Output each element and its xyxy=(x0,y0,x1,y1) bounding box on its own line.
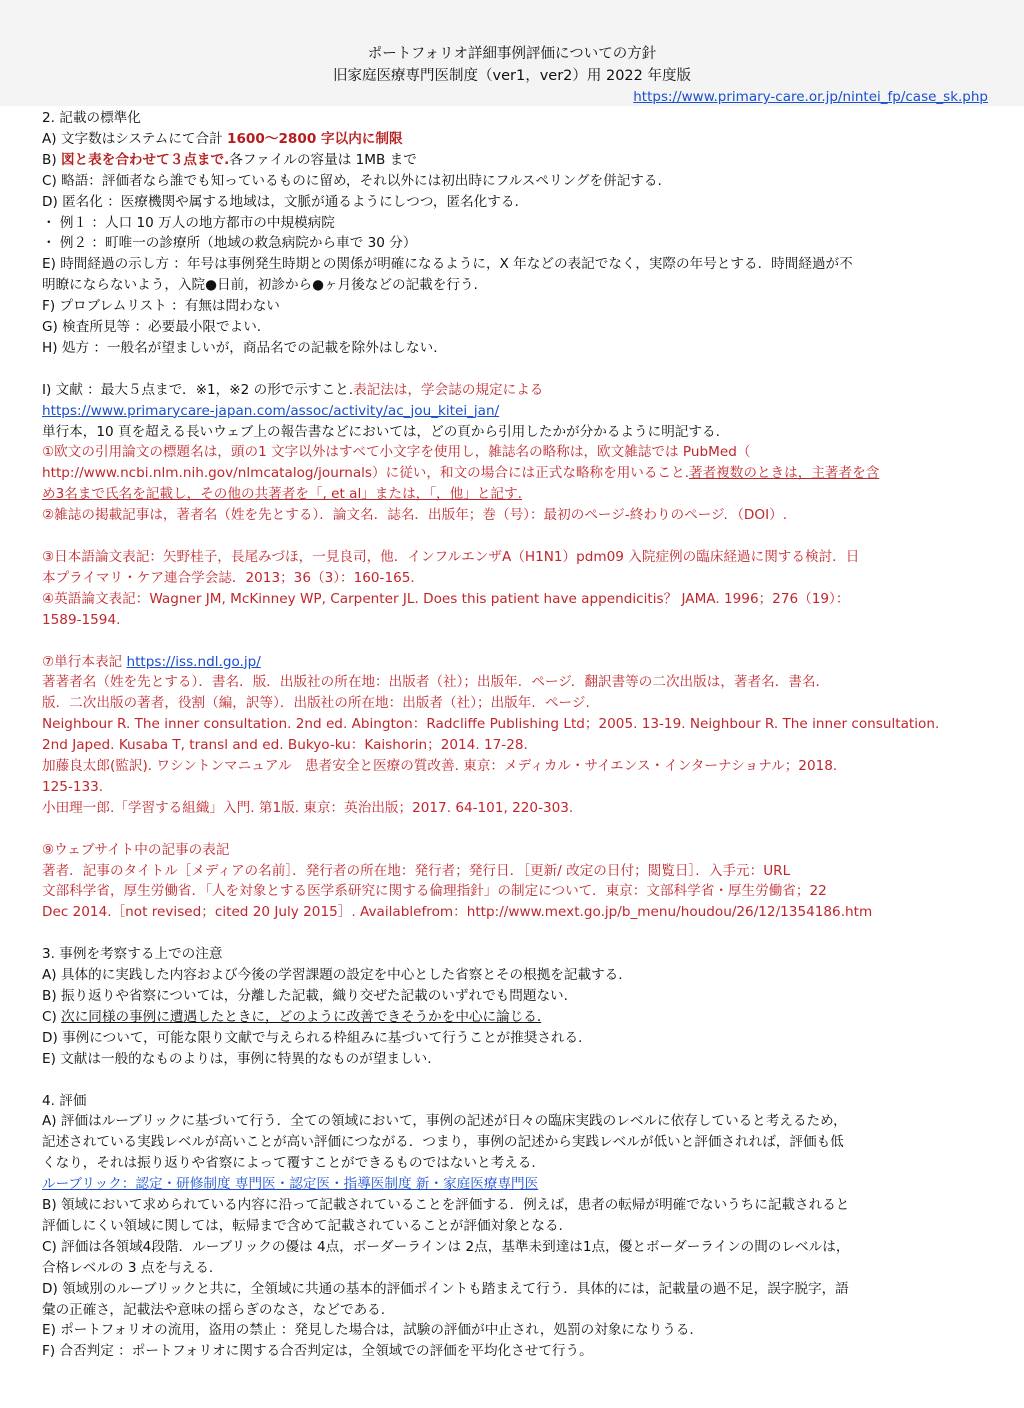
example-1: ・ 例１ ：人口 10 万人の地方都市の中規模病院 xyxy=(42,214,335,231)
eval-d-line1: D) 領域別のルーブリックと共に，全領域に共通の基本的評価ポイントも踏まえて行う．具体的には，記載量の過不足，誤字脱字，語 xyxy=(42,1280,849,1297)
rule-d: D) 匿名化 ：医療機関や属する地域は，文脈が通るようにしつつ，匿名化する. xyxy=(42,193,519,210)
eval-c-line2: 合格レベルの 3 点を与える. xyxy=(42,1259,214,1276)
eval-a-line3: くなり，それは振り返りや省察によって覆すことができるものではないと考える. xyxy=(42,1155,536,1172)
rule-h: H) 処方 ：一般名が望ましいが，商品名での記載を除外はしない. xyxy=(42,339,438,356)
spacer xyxy=(42,526,986,547)
rule-f: F) プロブレムリスト ：有無は問わない xyxy=(42,298,280,315)
eval-e: E) ポートフォリオの流用，盗用の禁止 ：発見した場合は，試験の評価が中止され，処罰の対象になりうる. xyxy=(42,1322,694,1339)
section-3-heading: 3. 事例を考察する上での注意 xyxy=(42,946,223,963)
note-d: D) 事例について，可能な限り文献で与えられる枠組みに基づいて行うことが推奨される. xyxy=(42,1029,583,1046)
ref-example-9-line1: 著者．記事のタイトル［メディアの名前］．発行者の所在地：発行者；発行日．［更新/ 改定の日付；閲覧日］．入手元：URL xyxy=(42,862,791,879)
rule-i-note: 表記法は，学会誌の規定による xyxy=(353,381,544,398)
section-4-heading: 4. 評価 xyxy=(42,1092,87,1109)
single-book-note: 単行本，10 頁を超える長いウェブ上の報告書などにおいては，どの頁から引用したかが分かるように明記する. xyxy=(42,423,720,440)
source-link[interactable]: https://www.primary-care.or.jp/nintei_fp/case_sk.php xyxy=(633,89,988,105)
eval-b-line1: B) 領域において求められている内容に沿って記載されていることを評価する．例えば，患者の転帰が明確でないうちに記載されると xyxy=(42,1197,850,1214)
ref-example-3-line1: ③日本語論文表記：矢野桂子，長尾みづほ，一見良司，他．インフルエンザA（H1N1）pdm09 入院症例の臨床経過に関する検討．日 xyxy=(42,549,860,565)
ref-rule-1-line1: ①欧文の引用論文の標題名は，頭の1 文字以外はすべて小文字を使用し，雑誌名の略称は，欧文雑誌では PubMed（ xyxy=(42,444,751,461)
ref-rule-1-line3: め3名まで氏名を記載し，その他の共著者を「, et al」または，「，他」と記す. xyxy=(42,486,522,503)
ref-rule-2: ②雑誌の掲載記事は，著者名（姓を先とする）．論文名．誌名．出版年；巻（号）：最初のページ-終わりのページ．（DOI）. xyxy=(42,507,788,524)
ref-example-4-line1: ④英語論文表記：Wagner JM, McKinney WP, Carpenter JL. Does this patient have appendicitis？ JAMA. 1996；276（19）： xyxy=(42,590,850,607)
ref-rule-1-text: http://www.ncbi.nlm.nih.gov/nlmcatalog/journals）に従い，和文の場合には正式な略称を用いること. xyxy=(42,465,689,482)
eval-a-line2: 記述されている実践レベルが高いことが高い評価につながる．つまり，事例の記述から実践レベルが低いと評価されれば，評価も低 xyxy=(42,1134,844,1151)
ref-example-7-line7: 小田理一郎.「学習する組織」入門. 第1版. 東京：英治出版；2017. 64-101, 220-303. xyxy=(42,799,574,816)
note-c-text: 次に同様の事例に遭遇したときに，どのように改善できそうかを中心に論じる. xyxy=(61,1008,542,1025)
section-2-heading: 2. 記載の標準化 xyxy=(42,110,141,126)
ref-example-7-line6: 125-133. xyxy=(42,778,104,795)
ref-example-7-line3: Neighbour R. The inner consultation. 2nd ed. Abington：Radcliffe Publishing Ltd；2005. 13-19. Neighbour R. The inner consultation. xyxy=(42,716,940,733)
rule-b-text: 各ファイルの容量は 1MB まで xyxy=(229,151,417,168)
ref-example-9-line2: 文部科学省，厚生労働省．「人を対象とする医学系研究に関する倫理指針」の制定について．東京：文部科学省・厚生労働省；22 xyxy=(42,883,827,900)
spacer xyxy=(42,819,986,840)
eval-b-line2: 評価しにくい領域に関しては，転帰まで含めて記載されていることが評価対象となる. xyxy=(42,1217,563,1234)
eval-a-line1: A) 評価はルーブリックに基づいて行う．全ての領域において，事例の記述が日々の臨床実践のレベルに依存していると考えるため， xyxy=(42,1113,847,1130)
rule-i-text: I) 文献 ：最大５点まで．※1，※2 の形で示すこと. xyxy=(42,381,354,398)
doc-subtitle: 旧家庭医療専門医制度（ver1，ver2）用 2022 年度版 xyxy=(333,68,691,84)
rule-b-limit: 図と表を合わせて３点まで. xyxy=(60,151,230,168)
note-b: B) 振り返りや省察については，分離した記載，織り交ぜた記載のいずれでも問題ない. xyxy=(42,987,568,1004)
rule-b xyxy=(42,150,986,171)
spacer xyxy=(42,631,986,652)
ref-example-7-heading xyxy=(42,652,986,673)
document-body xyxy=(42,108,986,1362)
ref-example-7-line2: 版．二次出版の著者，役割（編，訳等）．出版社の所在地：出版者（社）；出版年．ページ. xyxy=(42,695,590,712)
eval-d-line2: 彙の正確さ，記載法や意味の揺らぎのなさ，などである. xyxy=(42,1301,386,1318)
note-e: E) 文献は一般的なものよりは，事例に特異的なものが望ましい. xyxy=(42,1050,432,1067)
ref-example-7-label: ⑦単行本表記 xyxy=(42,653,127,670)
note-a: A) 具体的に実践した内容および今後の学習課題の設定を中心とした省察とその根拠を記載する. xyxy=(42,967,623,984)
journal-rules-link[interactable]: https://www.primarycare-japan.com/assoc/activity/ac_jou_kitei_jan/ xyxy=(42,402,500,419)
rule-b-prefix: B) xyxy=(42,151,61,168)
ref-rule-1-authors: 著者複数のときは，主著者を含 xyxy=(688,465,880,482)
ndl-link[interactable]: https://iss.ndl.go.jp/ xyxy=(126,653,261,670)
eval-c-line1: C) 評価は各領域4段階．ルーブリックの優は 4点，ボーダーラインは 2点，基準未到達は1点，優とボーダーラインの間のレベルは， xyxy=(42,1238,850,1255)
doc-title: ポートフォリオ詳細事例評価についての方針 xyxy=(367,46,657,62)
ref-example-3-line2: 本プライマリ・ケア連合学会誌．2013；36（3）：160-165. xyxy=(42,569,415,586)
spacer xyxy=(42,359,986,380)
rule-c: C) 略語：評価者なら誰でも知っているものに留め，それ以外には初出時にフルスペリングを併記する. xyxy=(42,172,662,189)
spacer xyxy=(42,1070,986,1091)
example-2: ・ 例２ ：町唯一の診療所（地域の救急病院から車で 30 分） xyxy=(42,235,417,252)
ref-example-7-line4: 2nd Japed. Kusaba T, transl and ed. Bukyo-ku：Kaishorin；2014. 17-28. xyxy=(42,737,528,754)
ref-example-4-line2: 1589-1594. xyxy=(42,611,121,628)
spacer xyxy=(42,923,986,944)
rule-a-limit: 1600〜2800 字以内に制限 xyxy=(227,130,403,147)
note-c xyxy=(42,1007,986,1028)
rule-a xyxy=(42,129,986,150)
eval-f: F) 合否判定 ：ポートフォリオに関する合否判定は，全領域での評価を平均化させて行う。 xyxy=(42,1343,593,1360)
ref-example-7-line1: 著著者名（姓を先とする）．書名．版．出版社の所在地：出版者（社）；出版年．ページ．翻訳書等の二次出版は，著者名．書名． xyxy=(42,674,830,691)
rule-i xyxy=(42,380,986,401)
rule-a-text: A) 文字数はシステムにて合計 xyxy=(42,130,228,147)
ref-example-9-line3: Dec 2014.［not revised；cited 20 July 2015］. Availablefrom：http://www.mext.go.jp/b_menu/houdou/26/12/1354186.htm xyxy=(42,904,873,921)
rule-g: G) 検査所見等 ：必要最小限でよい. xyxy=(42,319,262,336)
note-c-prefix: C) xyxy=(42,1008,62,1025)
rule-e-line2: 明瞭にならないよう，入院●日前，初診から●ヶ月後などの記載を行う. xyxy=(42,277,478,294)
rule-e-line1: E) 時間経過の示し方 ：年号は事例発生時期との関係が明確になるように，X 年などの表記でなく，実際の年号とする．時間経過が不 xyxy=(42,256,853,273)
ref-example-9-heading: ⑨ウェブサイト中の記事の表記 xyxy=(42,841,230,858)
rubric-link[interactable]: ルーブリック：認定・研修制度 専門医・認定医・指導医制度 新・家庭医療専門医 xyxy=(42,1176,539,1193)
ref-rule-1-line2 xyxy=(42,463,986,484)
ref-example-7-line5: 加藤良太郎(監訳). ワシントンマニュアル 患者安全と医療の質改善. 東京：メディカル・サイエンス・インターナショナル；2018. xyxy=(42,758,838,775)
